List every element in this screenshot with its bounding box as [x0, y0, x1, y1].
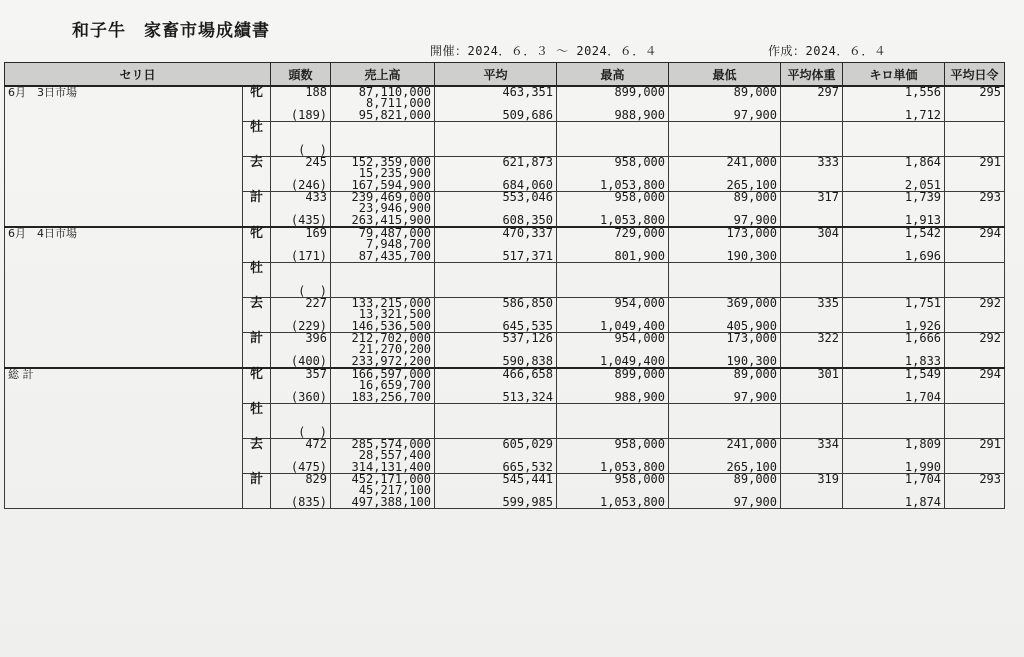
min-cell-line: [672, 133, 777, 144]
max-cell: [557, 86, 669, 122]
min-cell-line: 369,000: [726, 296, 778, 310]
kg-price-cell-line: 1,704: [904, 472, 942, 486]
min-cell-line: 241,000: [726, 437, 778, 451]
average-cell-line: 517,371: [502, 248, 554, 263]
max-cell-line: 988,900: [614, 107, 666, 122]
heads-cell: [271, 157, 331, 192]
kg-price-cell-line: 2,051: [904, 177, 942, 192]
sales-cell-line: 233,972,200: [351, 353, 432, 368]
max-cell-line: 954,000: [614, 331, 666, 345]
sales-cell-line: 183,256,700: [351, 389, 432, 404]
kg-price-cell: [843, 298, 945, 333]
min-cell: [669, 439, 781, 474]
min-cell-line: 97,900: [733, 212, 778, 227]
average-cell-line: 466,658: [502, 367, 554, 381]
sales-cell-line: 21,270,200: [358, 342, 432, 357]
average-cell-line: 684,060: [502, 177, 554, 192]
min-cell: [669, 192, 781, 228]
kg-price-cell-line: 1,542: [904, 226, 942, 240]
header-heads: 頭数: [271, 63, 331, 87]
min-cell: [669, 474, 781, 509]
max-cell-line: [560, 133, 665, 144]
kg-price-cell-line: 1,549: [904, 367, 942, 381]
heads-cell-line: 472: [305, 437, 328, 451]
avg-age-cell: 293: [945, 474, 1005, 509]
heads-cell: [271, 263, 331, 298]
min-cell-line: [672, 274, 777, 285]
kg-price-cell-line: [846, 133, 941, 144]
min-cell: [669, 404, 781, 439]
header-max: 最高: [557, 63, 669, 87]
sales-cell-line: 133,215,000: [351, 296, 432, 310]
average-cell-line: [438, 122, 553, 133]
header-average: 平均: [435, 63, 557, 87]
sales-cell-line: 152,359,000: [351, 155, 432, 169]
header-row: [5, 63, 1005, 87]
avg-age-cell: 292: [945, 333, 1005, 369]
category-cell: 牡: [243, 404, 271, 439]
kg-price-cell-line: 1,751: [904, 296, 942, 310]
heads-cell-line: (400): [290, 353, 328, 368]
sales-cell-line: [334, 263, 431, 274]
average-cell: [435, 298, 557, 333]
sales-cell: [331, 368, 435, 404]
heads-cell-line: (835): [290, 494, 328, 509]
max-cell: [557, 368, 669, 404]
kg-price-cell-line: [846, 122, 941, 133]
max-cell-line: 954,000: [614, 296, 666, 310]
sales-cell-line: 15,235,900: [358, 166, 432, 181]
heads-cell: [271, 368, 331, 404]
min-cell: [669, 263, 781, 298]
max-cell-line: 899,000: [614, 85, 666, 99]
average-cell: [435, 157, 557, 192]
sales-cell-line: 45,217,100: [358, 483, 432, 498]
sales-cell-line: [334, 404, 431, 415]
heads-cell-line: 357: [305, 367, 328, 381]
max-cell: [557, 263, 669, 298]
max-cell: [557, 192, 669, 228]
min-cell: [669, 368, 781, 404]
max-cell-line: 1,049,400: [599, 318, 666, 333]
avg-weight-cell: 301: [781, 368, 843, 404]
heads-cell-line: (435): [290, 212, 328, 227]
category-cell: 去: [243, 157, 271, 192]
sales-cell: [331, 122, 435, 157]
heads-cell-line: 245: [305, 155, 328, 169]
max-cell-line: 958,000: [614, 155, 666, 169]
max-cell-line: 958,000: [614, 437, 666, 451]
min-cell: [669, 122, 781, 157]
kg-price-cell-line: 1,696: [904, 248, 942, 263]
category-cell: 牡: [243, 263, 271, 298]
header-seri-date: セリ日: [5, 63, 271, 87]
kg-price-cell-line: [846, 274, 941, 285]
heads-cell-line: 169: [305, 226, 328, 240]
max-cell-line: [560, 263, 665, 274]
category-cell: 去: [243, 439, 271, 474]
category-cell: 計: [243, 474, 271, 509]
average-cell-line: 645,535: [502, 318, 554, 333]
avg-age-cell: 295: [945, 86, 1005, 122]
sales-cell-line: 87,435,700: [358, 248, 432, 263]
sales-cell-line: 167,594,900: [351, 177, 432, 192]
average-cell-line: 590,838: [502, 353, 554, 368]
category-cell: 牝: [243, 86, 271, 122]
kg-price-cell-line: 1,926: [904, 318, 942, 333]
average-cell: [435, 474, 557, 509]
kg-price-cell: [843, 157, 945, 192]
category-cell: 計: [243, 333, 271, 369]
heads-cell-line: (475): [290, 459, 328, 474]
heads-cell: [271, 439, 331, 474]
heads-cell: [271, 298, 331, 333]
heads-cell-line: (171): [290, 248, 328, 263]
sales-cell-line: 23,946,900: [358, 201, 432, 216]
average-cell-line: 509,686: [502, 107, 554, 122]
average-cell-line: [438, 274, 553, 285]
market-label: 6月 4日市場: [5, 227, 243, 368]
max-cell-line: 729,000: [614, 226, 666, 240]
min-cell-line: [672, 263, 777, 274]
heads-cell-line: (189): [290, 107, 328, 122]
sales-cell-line: 285,574,000: [351, 437, 432, 451]
avg-age-cell: 293: [945, 192, 1005, 228]
kg-price-cell: [843, 368, 945, 404]
kg-price-cell-line: 1,556: [904, 85, 942, 99]
average-cell-line: 470,337: [502, 226, 554, 240]
sales-cell: [331, 157, 435, 192]
sales-cell: [331, 439, 435, 474]
kg-price-cell-line: 1,874: [904, 494, 942, 509]
max-cell-line: 988,900: [614, 389, 666, 404]
max-cell-line: 958,000: [614, 472, 666, 486]
average-cell-line: [438, 133, 553, 144]
header-kg-price: キロ単価: [843, 63, 945, 87]
heads-cell-line: [274, 122, 327, 133]
average-cell-line: 553,046: [502, 190, 554, 204]
average-cell-line: 608,350: [502, 212, 554, 227]
min-cell-line: 190,300: [726, 353, 778, 368]
category-cell: 牝: [243, 368, 271, 404]
max-cell-line: 1,053,800: [599, 494, 666, 509]
avg-age-cell: [945, 263, 1005, 298]
heads-cell-line: ( ): [298, 142, 328, 157]
kg-price-cell-line: [846, 415, 941, 426]
heads-cell-line: 188: [305, 85, 328, 99]
heads-cell: [271, 86, 331, 122]
heads-cell: [271, 333, 331, 369]
heads-cell-line: (246): [290, 177, 328, 192]
average-cell: [435, 404, 557, 439]
max-cell-line: [560, 404, 665, 415]
heads-cell-line: 829: [305, 472, 328, 486]
sales-cell-line: 452,171,000: [351, 472, 432, 486]
kg-price-cell-line: 1,913: [904, 212, 942, 227]
avg-weight-cell: 319: [781, 474, 843, 509]
average-cell-line: 537,126: [502, 331, 554, 345]
average-cell-line: [438, 404, 553, 415]
avg-weight-cell: 297: [781, 86, 843, 122]
sales-cell-line: 28,557,400: [358, 448, 432, 463]
header-avg-weight: 平均体重: [781, 63, 843, 87]
category-cell: 去: [243, 298, 271, 333]
average-cell-line: 599,985: [502, 494, 554, 509]
min-cell-line: 173,000: [726, 226, 778, 240]
average-cell-line: 513,324: [502, 389, 554, 404]
kg-price-cell: [843, 263, 945, 298]
header-sales: 売上高: [331, 63, 435, 87]
heads-cell: [271, 227, 331, 263]
heads-cell: [271, 122, 331, 157]
avg-age-cell: 294: [945, 227, 1005, 263]
kg-price-cell: [843, 227, 945, 263]
sales-cell-line: 95,821,000: [358, 107, 432, 122]
average-cell: [435, 122, 557, 157]
heads-cell-line: (360): [290, 389, 328, 404]
kg-price-cell-line: 1,712: [904, 107, 942, 122]
sales-cell-line: 166,597,000: [351, 367, 432, 381]
avg-weight-cell: 335: [781, 298, 843, 333]
heads-cell-line: ( ): [298, 424, 328, 439]
sales-cell-line: 146,536,500: [351, 318, 432, 333]
max-cell: [557, 122, 669, 157]
kg-price-cell-line: 1,809: [904, 437, 942, 451]
sales-cell: [331, 333, 435, 369]
average-cell: [435, 368, 557, 404]
average-cell: [435, 333, 557, 369]
min-cell-line: [672, 404, 777, 415]
avg-weight-cell: 317: [781, 192, 843, 228]
min-cell-line: 97,900: [733, 389, 778, 404]
report-title: 和子牛 家畜市場成績書: [72, 21, 270, 41]
min-cell-line: 265,100: [726, 177, 778, 192]
table-row: [5, 227, 1005, 263]
table-row: [5, 86, 1005, 122]
min-cell-line: 265,100: [726, 459, 778, 474]
average-cell-line: 621,873: [502, 155, 554, 169]
avg-age-cell: 291: [945, 157, 1005, 192]
avg-weight-cell: 322: [781, 333, 843, 369]
sales-cell-line: [334, 122, 431, 133]
heads-cell: [271, 474, 331, 509]
avg-age-cell: [945, 122, 1005, 157]
max-cell-line: 1,053,800: [599, 177, 666, 192]
kg-price-cell: [843, 192, 945, 228]
min-cell-line: 89,000: [733, 367, 778, 381]
heads-cell: [271, 192, 331, 228]
min-cell-line: 89,000: [733, 190, 778, 204]
min-cell: [669, 157, 781, 192]
kg-price-cell-line: 1,704: [904, 389, 942, 404]
max-cell: [557, 474, 669, 509]
max-cell: [557, 404, 669, 439]
average-cell: [435, 86, 557, 122]
heads-cell-line: ( ): [298, 283, 328, 298]
sales-cell-line: 87,110,000: [358, 85, 432, 99]
min-cell-line: 173,000: [726, 331, 778, 345]
kg-price-cell-line: 1,990: [904, 459, 942, 474]
kg-price-cell: [843, 439, 945, 474]
average-cell: [435, 192, 557, 228]
kg-price-cell: [843, 404, 945, 439]
max-cell: [557, 227, 669, 263]
max-cell: [557, 157, 669, 192]
kg-price-cell-line: 1,739: [904, 190, 942, 204]
results-table: [4, 62, 1005, 509]
market-label: 総 計: [5, 368, 243, 509]
category-cell: 牡: [243, 122, 271, 157]
avg-weight-cell: 304: [781, 227, 843, 263]
avg-weight-cell: [781, 122, 843, 157]
heads-cell-line: (229): [290, 318, 328, 333]
min-cell-line: [672, 122, 777, 133]
sales-cell: [331, 263, 435, 298]
sales-cell-line: 79,487,000: [358, 226, 432, 240]
heads-cell-line: [274, 263, 327, 274]
min-cell-line: 89,000: [733, 85, 778, 99]
avg-age-cell: 294: [945, 368, 1005, 404]
min-cell-line: [672, 415, 777, 426]
kg-price-cell-line: [846, 263, 941, 274]
min-cell: [669, 298, 781, 333]
sales-cell-line: [334, 274, 431, 285]
average-cell-line: 586,850: [502, 296, 554, 310]
average-cell-line: [438, 263, 553, 274]
average-cell: [435, 439, 557, 474]
sales-cell: [331, 192, 435, 228]
heads-cell-line: 227: [305, 296, 328, 310]
min-cell: [669, 227, 781, 263]
kg-price-cell: [843, 86, 945, 122]
min-cell-line: 241,000: [726, 155, 778, 169]
category-cell: 計: [243, 192, 271, 228]
sales-cell: [331, 86, 435, 122]
max-cell-line: 1,053,800: [599, 212, 666, 227]
avg-age-cell: 292: [945, 298, 1005, 333]
kg-price-cell: [843, 474, 945, 509]
avg-weight-cell: [781, 263, 843, 298]
max-cell-line: 958,000: [614, 190, 666, 204]
average-cell-line: [438, 415, 553, 426]
average-cell-line: 605,029: [502, 437, 554, 451]
sales-cell-line: 314,131,400: [351, 459, 432, 474]
sales-cell-line: 16,659,700: [358, 378, 432, 393]
max-cell-line: [560, 415, 665, 426]
avg-weight-cell: 334: [781, 439, 843, 474]
max-cell-line: 899,000: [614, 367, 666, 381]
table-row: [5, 368, 1005, 404]
average-cell: [435, 227, 557, 263]
sales-cell: [331, 404, 435, 439]
heads-cell-line: 396: [305, 331, 328, 345]
kg-price-cell-line: [846, 404, 941, 415]
sales-cell: [331, 227, 435, 263]
max-cell-line: [560, 122, 665, 133]
average-cell-line: 463,351: [502, 85, 554, 99]
sales-cell: [331, 474, 435, 509]
max-cell: [557, 298, 669, 333]
market-label: 6月 3日市場: [5, 86, 243, 227]
sales-cell-line: 7,948,700: [365, 237, 432, 252]
sales-cell-line: [334, 415, 431, 426]
average-cell-line: 665,532: [502, 459, 554, 474]
avg-weight-cell: [781, 404, 843, 439]
min-cell-line: 405,900: [726, 318, 778, 333]
kg-price-cell-line: 1,666: [904, 331, 942, 345]
sales-cell-line: [334, 133, 431, 144]
sales-cell: [331, 298, 435, 333]
heads-cell-line: [274, 404, 327, 415]
header-min: 最低: [669, 63, 781, 87]
max-cell-line: 1,053,800: [599, 459, 666, 474]
sales-cell-line: 8,711,000: [365, 96, 432, 111]
period-text: 開催：2024．６．３ ～ 2024．６．４: [430, 44, 658, 58]
category-cell: 牝: [243, 227, 271, 263]
heads-cell: [271, 404, 331, 439]
max-cell: [557, 439, 669, 474]
kg-price-cell-line: 1,833: [904, 353, 942, 368]
min-cell: [669, 333, 781, 369]
min-cell-line: 190,300: [726, 248, 778, 263]
min-cell-line: 97,900: [733, 107, 778, 122]
avg-age-cell: 291: [945, 439, 1005, 474]
max-cell-line: 801,900: [614, 248, 666, 263]
header-avg-age: 平均日令: [945, 63, 1005, 87]
avg-weight-cell: 333: [781, 157, 843, 192]
max-cell-line: [560, 274, 665, 285]
kg-price-cell: [843, 122, 945, 157]
average-cell-line: 545,441: [502, 472, 554, 486]
sales-cell-line: 497,388,100: [351, 494, 432, 509]
min-cell: [669, 86, 781, 122]
max-cell-line: 1,049,400: [599, 353, 666, 368]
sales-cell-line: 263,415,900: [351, 212, 432, 227]
created-text: 作成：2024．６．４: [768, 44, 887, 58]
sales-cell-line: 13,321,500: [358, 307, 432, 322]
heads-cell-line: 433: [305, 190, 328, 204]
avg-age-cell: [945, 404, 1005, 439]
average-cell: [435, 263, 557, 298]
sales-cell-line: 212,702,000: [351, 331, 432, 345]
min-cell-line: 97,900: [733, 494, 778, 509]
kg-price-cell: [843, 333, 945, 369]
kg-price-cell-line: 1,864: [904, 155, 942, 169]
max-cell: [557, 333, 669, 369]
min-cell-line: 89,000: [733, 472, 778, 486]
sales-cell-line: 239,469,000: [351, 190, 432, 204]
